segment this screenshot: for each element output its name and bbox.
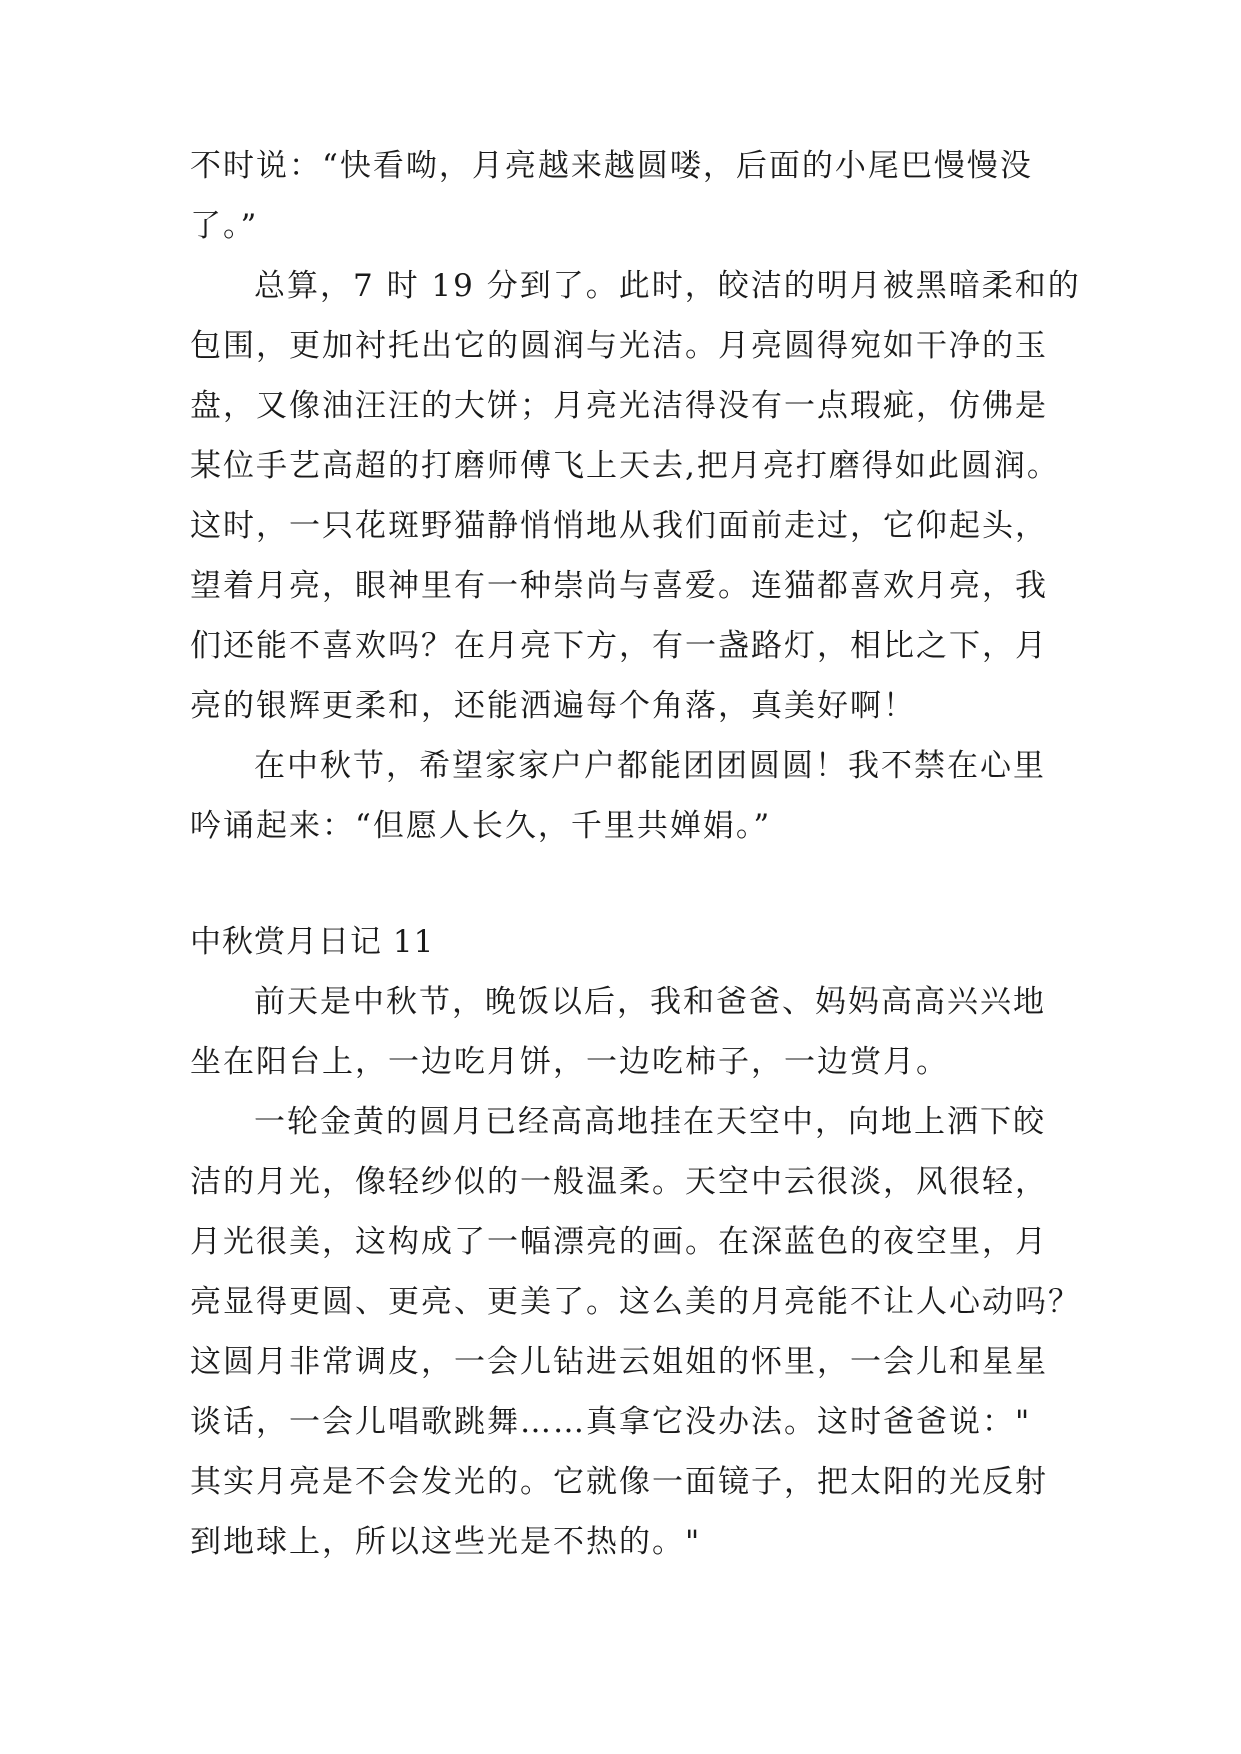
paragraph-line: 望着月亮，眼神里有一种崇尚与喜爱。连猫都喜欢月亮，我: [190, 568, 1048, 604]
paragraph-line: 洁的月光，像轻纱似的一般温柔。天空中云很淡，风很轻，: [190, 1164, 1048, 1200]
paragraph-line: 在中秋节，希望家家户户都能团团圆圆！我不禁在心里: [254, 748, 1046, 784]
essay-section-2: [190, 912, 1081, 1572]
paragraph-line: 亮显得更圆、更亮、更美了。这么美的月亮能不让人心动吗？: [190, 1284, 1081, 1320]
paragraph-line: 亮的银辉更柔和，还能洒遍每个角落，真美好啊！: [190, 688, 916, 724]
paragraph-line: 了。”: [190, 208, 259, 244]
paragraph-line: 总算，7 时 19 分到了。此时，皎洁的明月被黑暗柔和的: [254, 268, 1081, 304]
paragraph-line: 这圆月非常调皮，一会儿钻进云姐姐的怀里，一会儿和星星: [190, 1344, 1048, 1380]
paragraph-line: 月光很美，这构成了一幅漂亮的画。在深蓝色的夜空里，月: [190, 1224, 1048, 1260]
paragraph-line: 某位手艺高超的打磨师傅飞上天去,把月亮打磨得如此圆润。: [190, 448, 1060, 484]
paragraph-line: 坐在阳台上，一边吃月饼，一边吃柿子，一边赏月。: [190, 1044, 949, 1080]
section-heading: 中秋赏月日记 11: [190, 924, 435, 960]
essay-section-1: [190, 136, 1081, 856]
paragraph-line: 谈话，一会儿唱歌跳舞……真拿它没办法。这时爸爸说：": [190, 1404, 1032, 1440]
paragraph-line: 吟诵起来：“但愿人长久，千里共婵娟。”: [190, 808, 772, 844]
paragraph-line: 到地球上，所以这些光是不热的。": [190, 1524, 702, 1560]
paragraph-line: 包围，更加衬托出它的圆润与光洁。月亮圆得宛如干净的玉: [190, 328, 1048, 364]
paragraph-line: 不时说：“快看呦，月亮越来越圆喽，后面的小尾巴慢慢没: [190, 148, 1033, 184]
paragraph-line: 前天是中秋节，晚饭以后，我和爸爸、妈妈高高兴兴地: [254, 984, 1046, 1020]
paragraph-line: 其实月亮是不会发光的。它就像一面镜子，把太阳的光反射: [190, 1464, 1048, 1500]
paragraph-line: 们还能不喜欢吗？在月亮下方，有一盏路灯，相比之下，月: [190, 628, 1048, 664]
paragraph-line: 盘，又像油汪汪的大饼；月亮光洁得没有一点瑕疵，仿佛是: [190, 388, 1048, 424]
paragraph-line: 一轮金黄的圆月已经高高地挂在天空中，向地上洒下皎: [254, 1104, 1046, 1140]
paragraph-line: 这时，一只花斑野猫静悄悄地从我们面前走过，它仰起头，: [190, 508, 1048, 544]
